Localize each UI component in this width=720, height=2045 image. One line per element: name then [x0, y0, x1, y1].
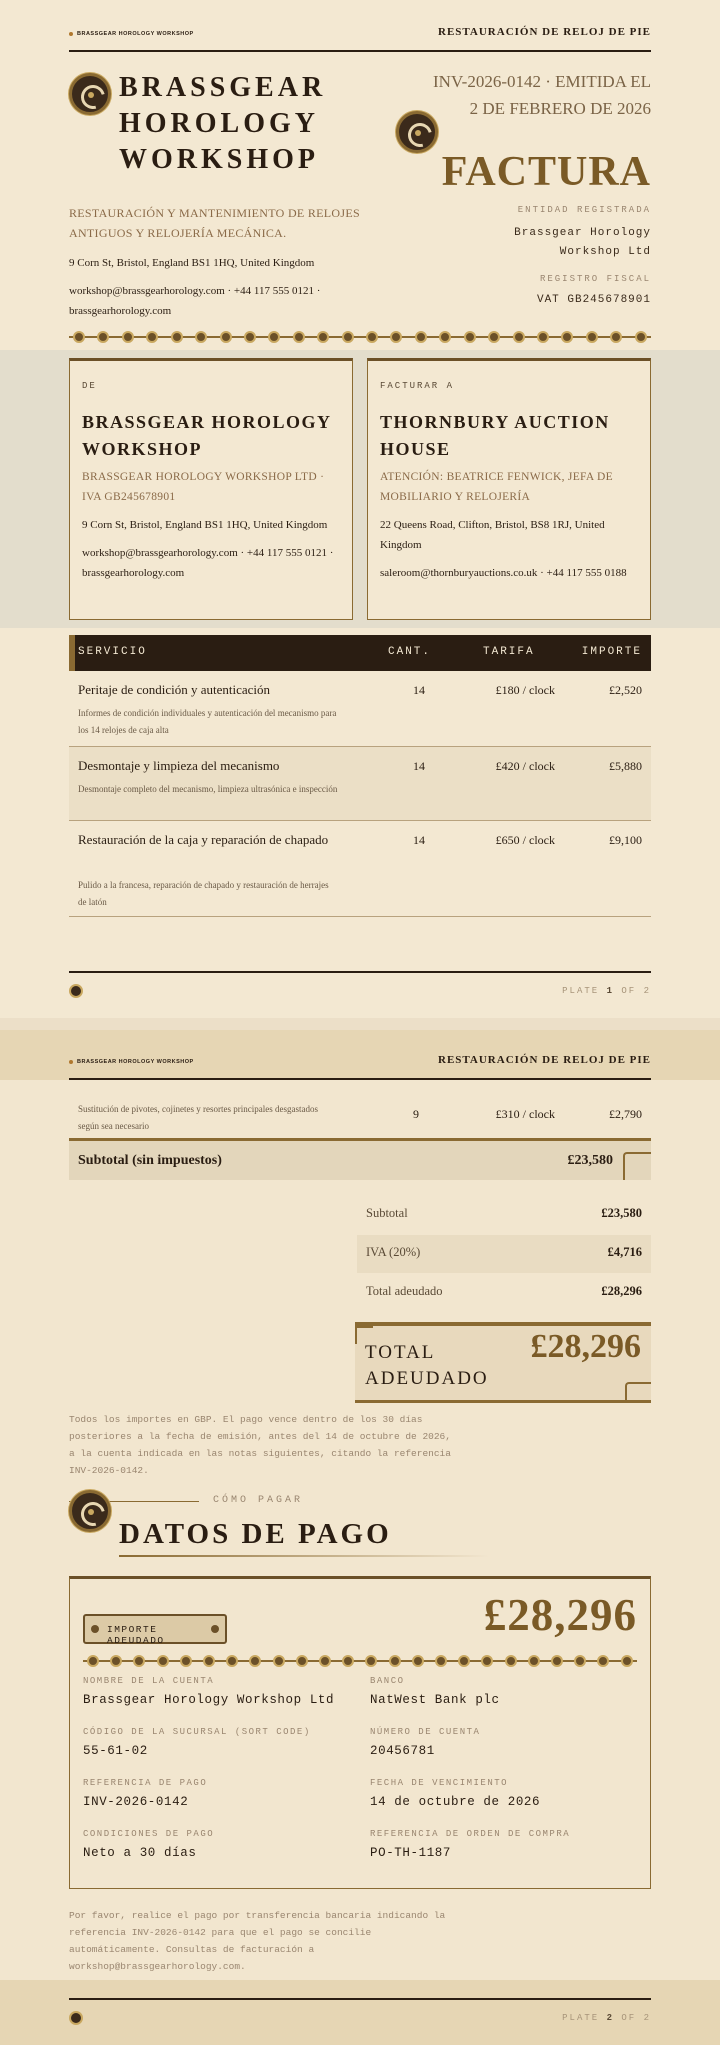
- entity-label: ENTIDAD REGISTRADA: [517, 205, 651, 215]
- chain-link-icon: [586, 331, 598, 343]
- chain-link-icon: [528, 1655, 540, 1667]
- chain-link-icon: [435, 1655, 447, 1667]
- field-label: REFERENCIA DE PAGO: [83, 1778, 208, 1788]
- field-value: PO-TH-1187: [370, 1846, 452, 1860]
- subtotal-label: Subtotal (sin impuestos): [78, 1153, 222, 1168]
- payment-details-card: [69, 1576, 651, 1889]
- chain-link-icon: [574, 1655, 586, 1667]
- chain-link-icon: [342, 1655, 354, 1667]
- summary-label: Subtotal: [366, 1206, 408, 1220]
- tax-value: VAT GB245678901: [536, 294, 651, 306]
- chain-link-icon: [244, 331, 256, 343]
- chain-link-icon: [317, 331, 329, 343]
- plate-num: 2: [606, 2013, 614, 2023]
- row-rate: £650 / clock: [495, 833, 555, 847]
- brass-seal-icon: [69, 73, 111, 115]
- from-address: 9 Corn St, Bristol, England BS1 1HQ, United Kingdom: [82, 519, 328, 531]
- footer-seal-icon: [69, 984, 83, 998]
- bill-to-panel: [367, 358, 651, 620]
- header-rule: [69, 1078, 651, 1080]
- row-rate: £180 / clock: [495, 683, 555, 697]
- chain-link-icon: [610, 331, 622, 343]
- row-amount: £2,790: [609, 1107, 642, 1121]
- brand-mini: [69, 31, 194, 37]
- chain-link-icon: [195, 331, 207, 343]
- invoice-number-date: INV-2026-0142 · EMITIDA EL 2 DE FEBRERO DE 2026: [433, 72, 651, 118]
- row-qty: 14: [413, 759, 425, 773]
- brand-dot-icon: [69, 32, 73, 36]
- chain-link-icon: [458, 1655, 470, 1667]
- chain-link-icon: [389, 1655, 401, 1667]
- company-name: BRASSGEAR HOROLOGY WORKSHOP: [119, 72, 327, 175]
- field-value: 14 de octubre de 2026: [370, 1795, 541, 1809]
- row-service: Restauración de la caja y reparación de chapado: [78, 832, 329, 847]
- chain-link-icon: [203, 1655, 215, 1667]
- field-value: 20456781: [370, 1744, 435, 1758]
- row-qty: 14: [413, 833, 425, 847]
- chain-link-icon: [412, 1655, 424, 1667]
- invoice-seal-icon: [396, 111, 438, 153]
- plate-word: PLATE: [562, 986, 600, 996]
- table-row: [69, 747, 651, 821]
- kicker-text: CÓMO PAGAR: [213, 1495, 304, 1506]
- bill-to-name: THORNBURY AUCTION HOUSE: [380, 412, 610, 459]
- chain-link-icon: [97, 331, 109, 343]
- from-name: BRASSGEAR HOROLOGY WORKSHOP: [82, 412, 331, 459]
- plate-word: PLATE: [562, 2013, 600, 2023]
- summary-line: [357, 1274, 651, 1312]
- chain-link-icon: [268, 331, 280, 343]
- col-service: SERVICIO: [78, 646, 147, 658]
- subtotal-value: £23,580: [567, 1153, 613, 1168]
- chain-link-icon: [226, 1655, 238, 1667]
- brand-mini-text: BRASSGEAR HOROLOGY WORKSHOP: [77, 1059, 194, 1065]
- row-rate: £310 / clock: [495, 1107, 555, 1121]
- plate-num: 1: [606, 986, 614, 996]
- field-account-number: [370, 1727, 640, 1758]
- field-label: NOMBRE DE LA CUENTA: [83, 1676, 215, 1686]
- chain-link-icon: [415, 331, 427, 343]
- chain-link-icon: [505, 1655, 517, 1667]
- from-legal: BRASSGEAR HOROLOGY WORKSHOP LTD · IVA GB245678901: [82, 471, 325, 503]
- field-bank: [370, 1676, 640, 1707]
- chain-link-icon: [146, 331, 158, 343]
- chain-link-icon: [597, 1655, 609, 1667]
- footer-rule: [69, 971, 651, 973]
- chain-link-icon: [481, 1655, 493, 1667]
- how-to-pay-kicker: [69, 1495, 469, 1509]
- row-rate: £420 / clock: [495, 759, 555, 773]
- chain-link-icon: [220, 331, 232, 343]
- chain-link-icon: [293, 331, 305, 343]
- field-value: Brassgear Horology Workshop Ltd: [83, 1693, 335, 1707]
- field-po-reference: [370, 1829, 640, 1860]
- summary-line: [357, 1235, 651, 1273]
- corner-ornament: [625, 1382, 651, 1400]
- chain-link-icon: [390, 331, 402, 343]
- plate-of: OF: [621, 2013, 637, 2023]
- from-panel: [69, 358, 353, 620]
- field-value: INV-2026-0142: [83, 1795, 189, 1809]
- invoice-title: FACTURA: [441, 149, 651, 195]
- field-label: BANCO: [370, 1676, 405, 1686]
- chain-link-icon: [366, 331, 378, 343]
- chain-link-icon: [513, 331, 525, 343]
- field-value: NatWest Bank plc: [370, 1693, 500, 1707]
- brand-mini-text: BRASSGEAR HOROLOGY WORKSHOP: [77, 31, 194, 37]
- summary-value: £28,296: [601, 1284, 642, 1298]
- brand-dot-icon: [69, 1060, 73, 1064]
- chain-link-icon: [561, 331, 573, 343]
- summary-value: £23,580: [601, 1206, 642, 1220]
- chain-link-icon: [365, 1655, 377, 1667]
- payment-amount: £28,296: [483, 1590, 637, 1640]
- field-label: CÓDIGO DE LA SUCURSAL (SORT CODE): [83, 1727, 311, 1737]
- field-label: NÚMERO DE CUENTA: [370, 1727, 481, 1737]
- chain-link-icon: [73, 331, 85, 343]
- chain-link-icon: [110, 1655, 122, 1667]
- field-value: 55-61-02: [83, 1744, 148, 1758]
- chain-link-icon: [621, 1655, 633, 1667]
- summary-label: IVA (20%): [366, 1245, 421, 1259]
- table-row: [69, 671, 651, 747]
- field-payment-reference: [83, 1778, 353, 1809]
- table-header: [69, 635, 651, 671]
- row-amount: £2,520: [609, 683, 642, 697]
- chain-link-icon: [296, 1655, 308, 1667]
- field-account-name: [83, 1676, 353, 1707]
- payment-seal-icon: [69, 1490, 111, 1532]
- chain-link-icon: [537, 331, 549, 343]
- page-header: [69, 1054, 651, 1076]
- field-due-date: [370, 1778, 640, 1809]
- total-due-box: [355, 1322, 651, 1403]
- brand-mini: [69, 1059, 194, 1065]
- row-amount: £5,880: [609, 759, 642, 773]
- table-row: [69, 1091, 651, 1135]
- summary-label: Total adeudado: [366, 1284, 443, 1298]
- chain-link-icon: [87, 1655, 99, 1667]
- row-description: Desmontaje completo del mecanismo, limpieza ultrasónica e inspección: [78, 784, 338, 794]
- plate-total: 2: [643, 2013, 651, 2023]
- bill-to-contact: saleroom@thornburyauctions.co.uk · +44 117 555 0188: [380, 567, 627, 579]
- row-amount: £9,100: [609, 833, 642, 847]
- header-rule: [69, 50, 651, 52]
- row-service: Desmontaje y limpieza del mecanismo: [78, 758, 280, 773]
- page-number: [562, 986, 651, 996]
- row-description: Pulido a la francesa, reparación de chapado y restauración de herrajes de latón: [78, 880, 329, 907]
- from-contact: workshop@brassgearhorology.com · +44 117 555 0121 · brassgearhorology.com: [82, 547, 334, 579]
- plate-total: 2: [643, 986, 651, 996]
- brass-chain-divider: [83, 1655, 637, 1667]
- summary-value: £4,716: [607, 1245, 642, 1259]
- col-qty: CANT.: [388, 646, 432, 658]
- chain-link-icon: [342, 331, 354, 343]
- amount-due-pill: IMPORTE ADEUDADO: [83, 1614, 227, 1644]
- company-tagline: RESTAURACIÓN Y MANTENIMIENTO DE RELOJES ANTIGUOS Y RELOJERÍA MECÁNICA.: [69, 206, 360, 240]
- field-label: CONDICIONES DE PAGO: [83, 1829, 215, 1839]
- chain-link-icon: [488, 331, 500, 343]
- chain-link-icon: [133, 1655, 145, 1667]
- company-address: 9 Corn St, Bristol, England BS1 1HQ, United Kingdom: [69, 257, 315, 269]
- payment-instructions-note: Por favor, realice el pago por transferencia bancaria indicando la referencia INV-2026-0142 para que el pago se concilie automáticamente. Consultas de facturación a workshop@brassgearhorology.com.: [69, 1910, 446, 1972]
- chain-link-icon: [122, 331, 134, 343]
- plate-of: OF: [621, 986, 637, 996]
- total-due-label: TOTAL ADEUDADO: [365, 1342, 489, 1389]
- row-qty: 9: [413, 1107, 419, 1121]
- from-label: DE: [82, 381, 97, 391]
- chain-link-icon: [157, 1655, 169, 1667]
- company-contact: workshop@brassgearhorology.com · +44 117 555 0121 · brassgearhorology.com: [69, 285, 321, 317]
- payment-terms-note: Todos los importes en GBP. El pago vence dentro de los 30 días posteriores a la fecha de emisión, antes del 14 de octubre de 2026, a la cuenta indicada en las notas siguientes, citando la referencia INV-2026-0142.: [69, 1414, 451, 1476]
- chain-link-icon: [249, 1655, 261, 1667]
- col-amount: IMPORTE: [581, 646, 642, 658]
- invoice-page-1: [0, 0, 720, 1018]
- chain-link-icon: [635, 331, 647, 343]
- field-value: Neto a 30 días: [83, 1846, 197, 1860]
- document-topic: RESTAURACIÓN DE RELOJ DE PIE: [438, 1054, 651, 1066]
- payment-title: DATOS DE PAGO: [119, 1518, 392, 1550]
- field-payment-terms: [83, 1829, 353, 1860]
- chain-link-icon: [180, 1655, 192, 1667]
- chain-link-icon: [171, 331, 183, 343]
- field-label: FECHA DE VENCIMIENTO: [370, 1778, 509, 1788]
- brass-chain-divider: [69, 331, 651, 343]
- chain-link-icon: [273, 1655, 285, 1667]
- bill-to-address: 22 Queens Road, Clifton, Bristol, BS8 1RJ, United Kingdom: [380, 519, 605, 551]
- page-header: [69, 26, 651, 48]
- row-description: Sustitución de pivotes, cojinetes y resortes principales desgastados según sea necesario: [78, 1104, 318, 1131]
- field-label: REFERENCIA DE ORDEN DE COMPRA: [370, 1829, 571, 1839]
- row-description: Informes de condición individuales y autenticación del mecanismo para los 14 relojes de caja alta: [78, 708, 337, 735]
- row-service: Peritaje de condición y autenticación: [78, 682, 271, 697]
- row-qty: 14: [413, 683, 425, 697]
- payment-title-rule: [119, 1555, 489, 1557]
- chain-link-icon: [439, 331, 451, 343]
- field-sort-code: [83, 1727, 353, 1758]
- summary-line: [357, 1196, 651, 1234]
- total-due-value: £28,296: [530, 1328, 641, 1365]
- tax-label: REGISTRO FISCAL: [539, 274, 651, 284]
- chain-link-icon: [464, 331, 476, 343]
- page-number: [562, 2013, 651, 2023]
- chain-link-icon: [319, 1655, 331, 1667]
- col-rate: TARIFA: [483, 646, 535, 658]
- bill-to-label: FACTURAR A: [380, 381, 455, 391]
- entity-value: Brassgear Horology Workshop Ltd: [514, 227, 651, 258]
- subtotal-row: [69, 1138, 651, 1180]
- corner-ornament: [623, 1152, 651, 1180]
- chain-link-icon: [551, 1655, 563, 1667]
- table-row: [69, 821, 651, 917]
- bill-to-attention: ATENCIÓN: BEATRICE FENWICK, JEFA DE MOBILIARIO Y RELOJERÍA: [380, 471, 613, 503]
- footer-seal-icon: [69, 2011, 83, 2025]
- footer-rule: [69, 1998, 651, 2000]
- document-topic: RESTAURACIÓN DE RELOJ DE PIE: [438, 26, 651, 38]
